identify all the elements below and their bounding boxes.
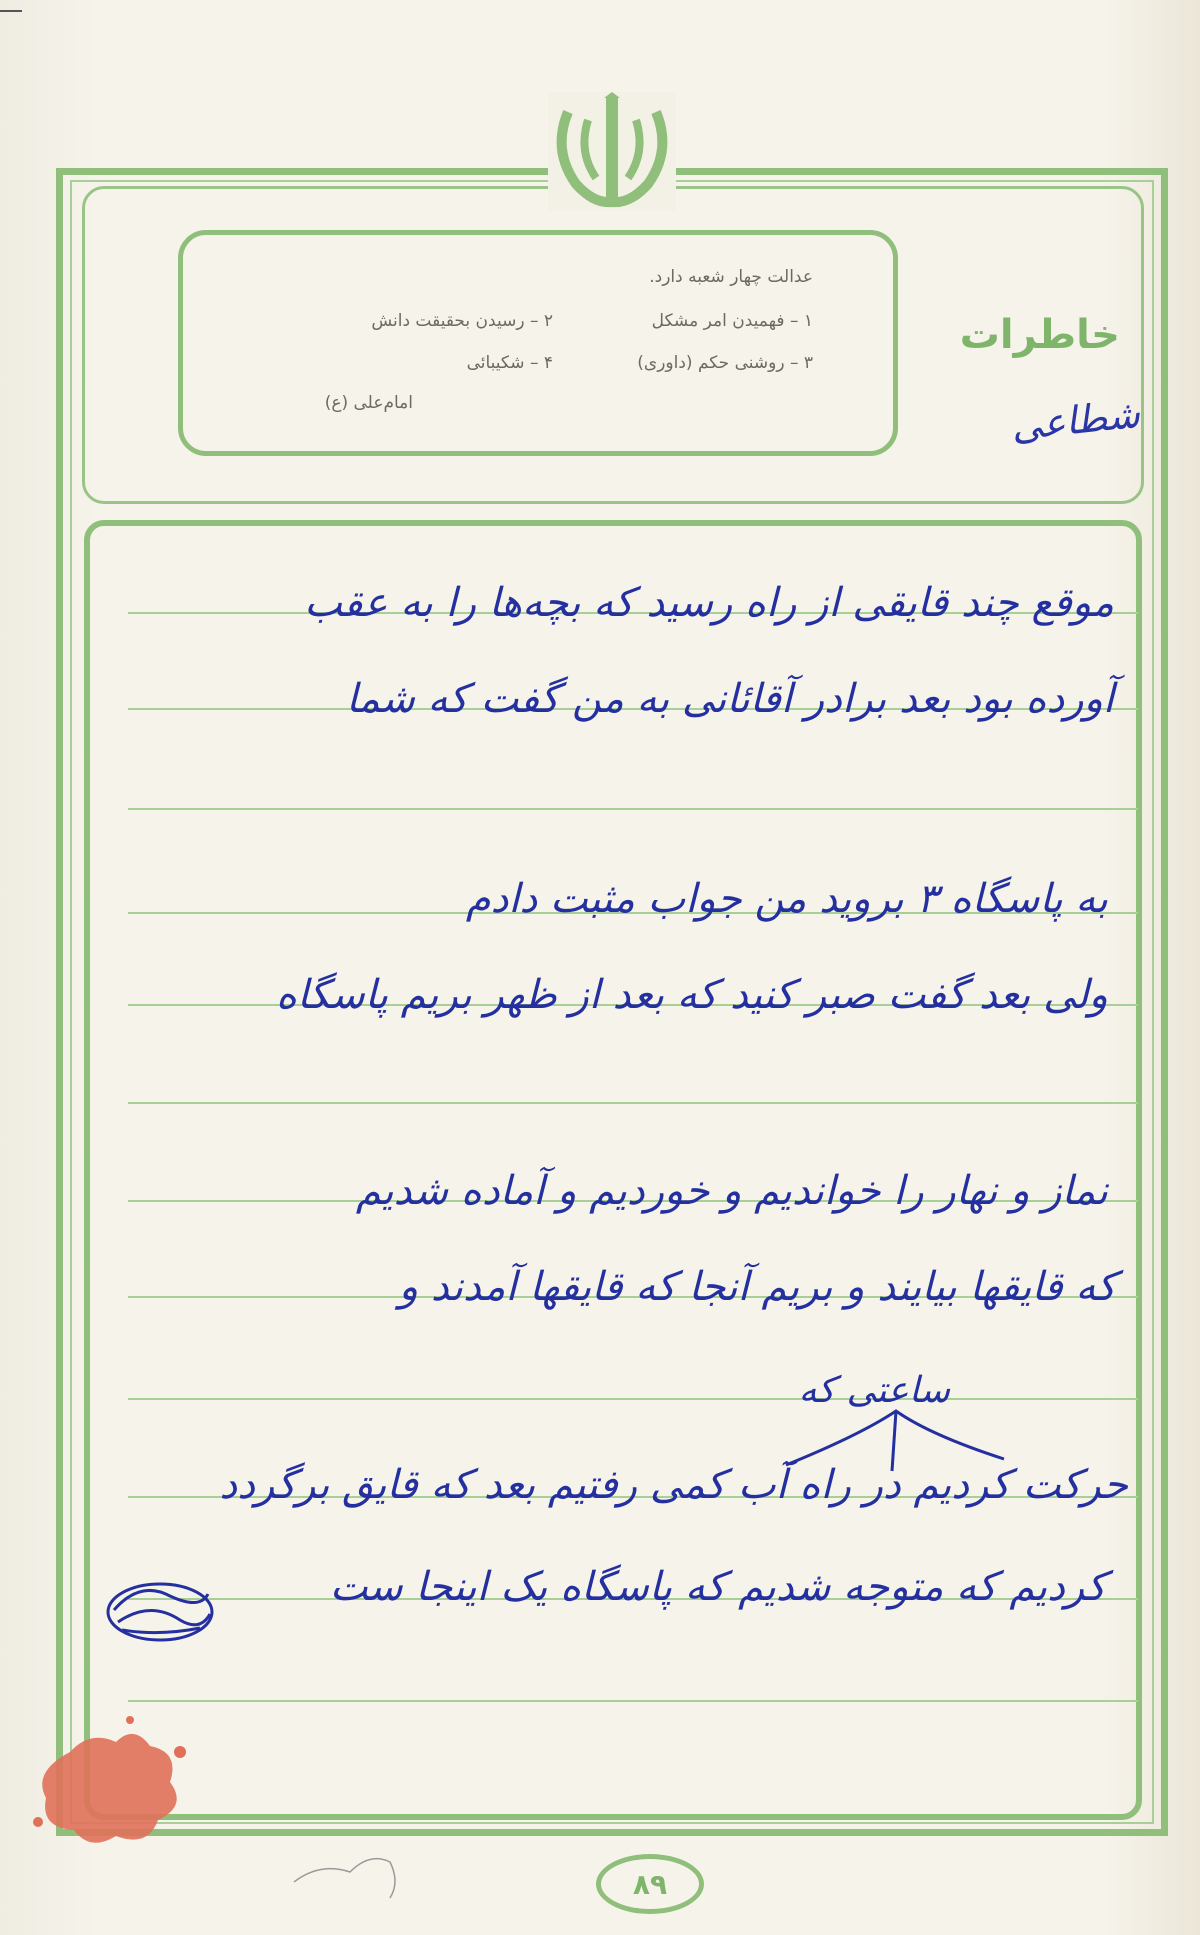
handwritten-insertion: ساعتی که	[798, 1370, 950, 1411]
handwritten-line-1: موقع چند قایقی از راه رسید که بچه‌ها را به عقب	[304, 580, 1114, 626]
handwritten-line-5: نماز و نهار را خواندیم و خوردیم و آماده شدیم	[355, 1168, 1108, 1214]
page-number: ۸۹	[632, 1867, 668, 1901]
handwritten-line-8: کردیم که متوجه شدیم که پاسگاه یک اینجا ست	[329, 1564, 1106, 1610]
corner-mark	[0, 10, 22, 12]
handwritten-line-6: که قایقها بیایند و بریم آنجا که قایقها آمدند و	[398, 1264, 1116, 1310]
insertion-caret	[780, 1405, 1010, 1475]
section-title: خاطرات	[959, 312, 1120, 358]
pencil-mark	[290, 1842, 420, 1902]
quote-heading: عدالت چهار شعبه دارد.	[649, 267, 813, 287]
emblem-icon	[548, 92, 676, 210]
handwritten-line-4: ولی بعد گفت صبر کنید که بعد از ظهر بریم پاسگاه	[276, 972, 1108, 1018]
quote-item-4: ۴ – شکیبائی	[466, 353, 553, 373]
handwritten-line-7: حرکت کردیم در راه آب کمی رفتیم بعد که قایق برگردد	[219, 1462, 1128, 1508]
handwritten-line-2: آورده بود بعد برادر آقائانی به من گفت که شما	[346, 676, 1114, 722]
ruled-line	[128, 1102, 1138, 1104]
quote-box	[178, 230, 898, 456]
ink-blot	[30, 1712, 190, 1852]
quote-attribution: امام‌علی (ع)	[324, 393, 413, 413]
quote-item-3: ۳ – روشنی حکم (داوری)	[637, 353, 813, 373]
ruled-line	[128, 1398, 1138, 1400]
page-number-badge	[596, 1854, 704, 1914]
quote-item-2: ۲ – رسیدن بحقیقت دانش	[371, 311, 553, 331]
handwritten-line-3: به پاسگاه ۳ بروید من جواب مثبت دادم	[465, 876, 1108, 922]
scribble-mark	[100, 1570, 220, 1650]
quote-item-1: ۱ – فهمیدن امر مشکل	[651, 311, 813, 331]
ruled-line	[128, 808, 1138, 810]
author-signature: شطاعی	[1009, 391, 1142, 449]
ruled-line	[128, 1700, 1138, 1702]
